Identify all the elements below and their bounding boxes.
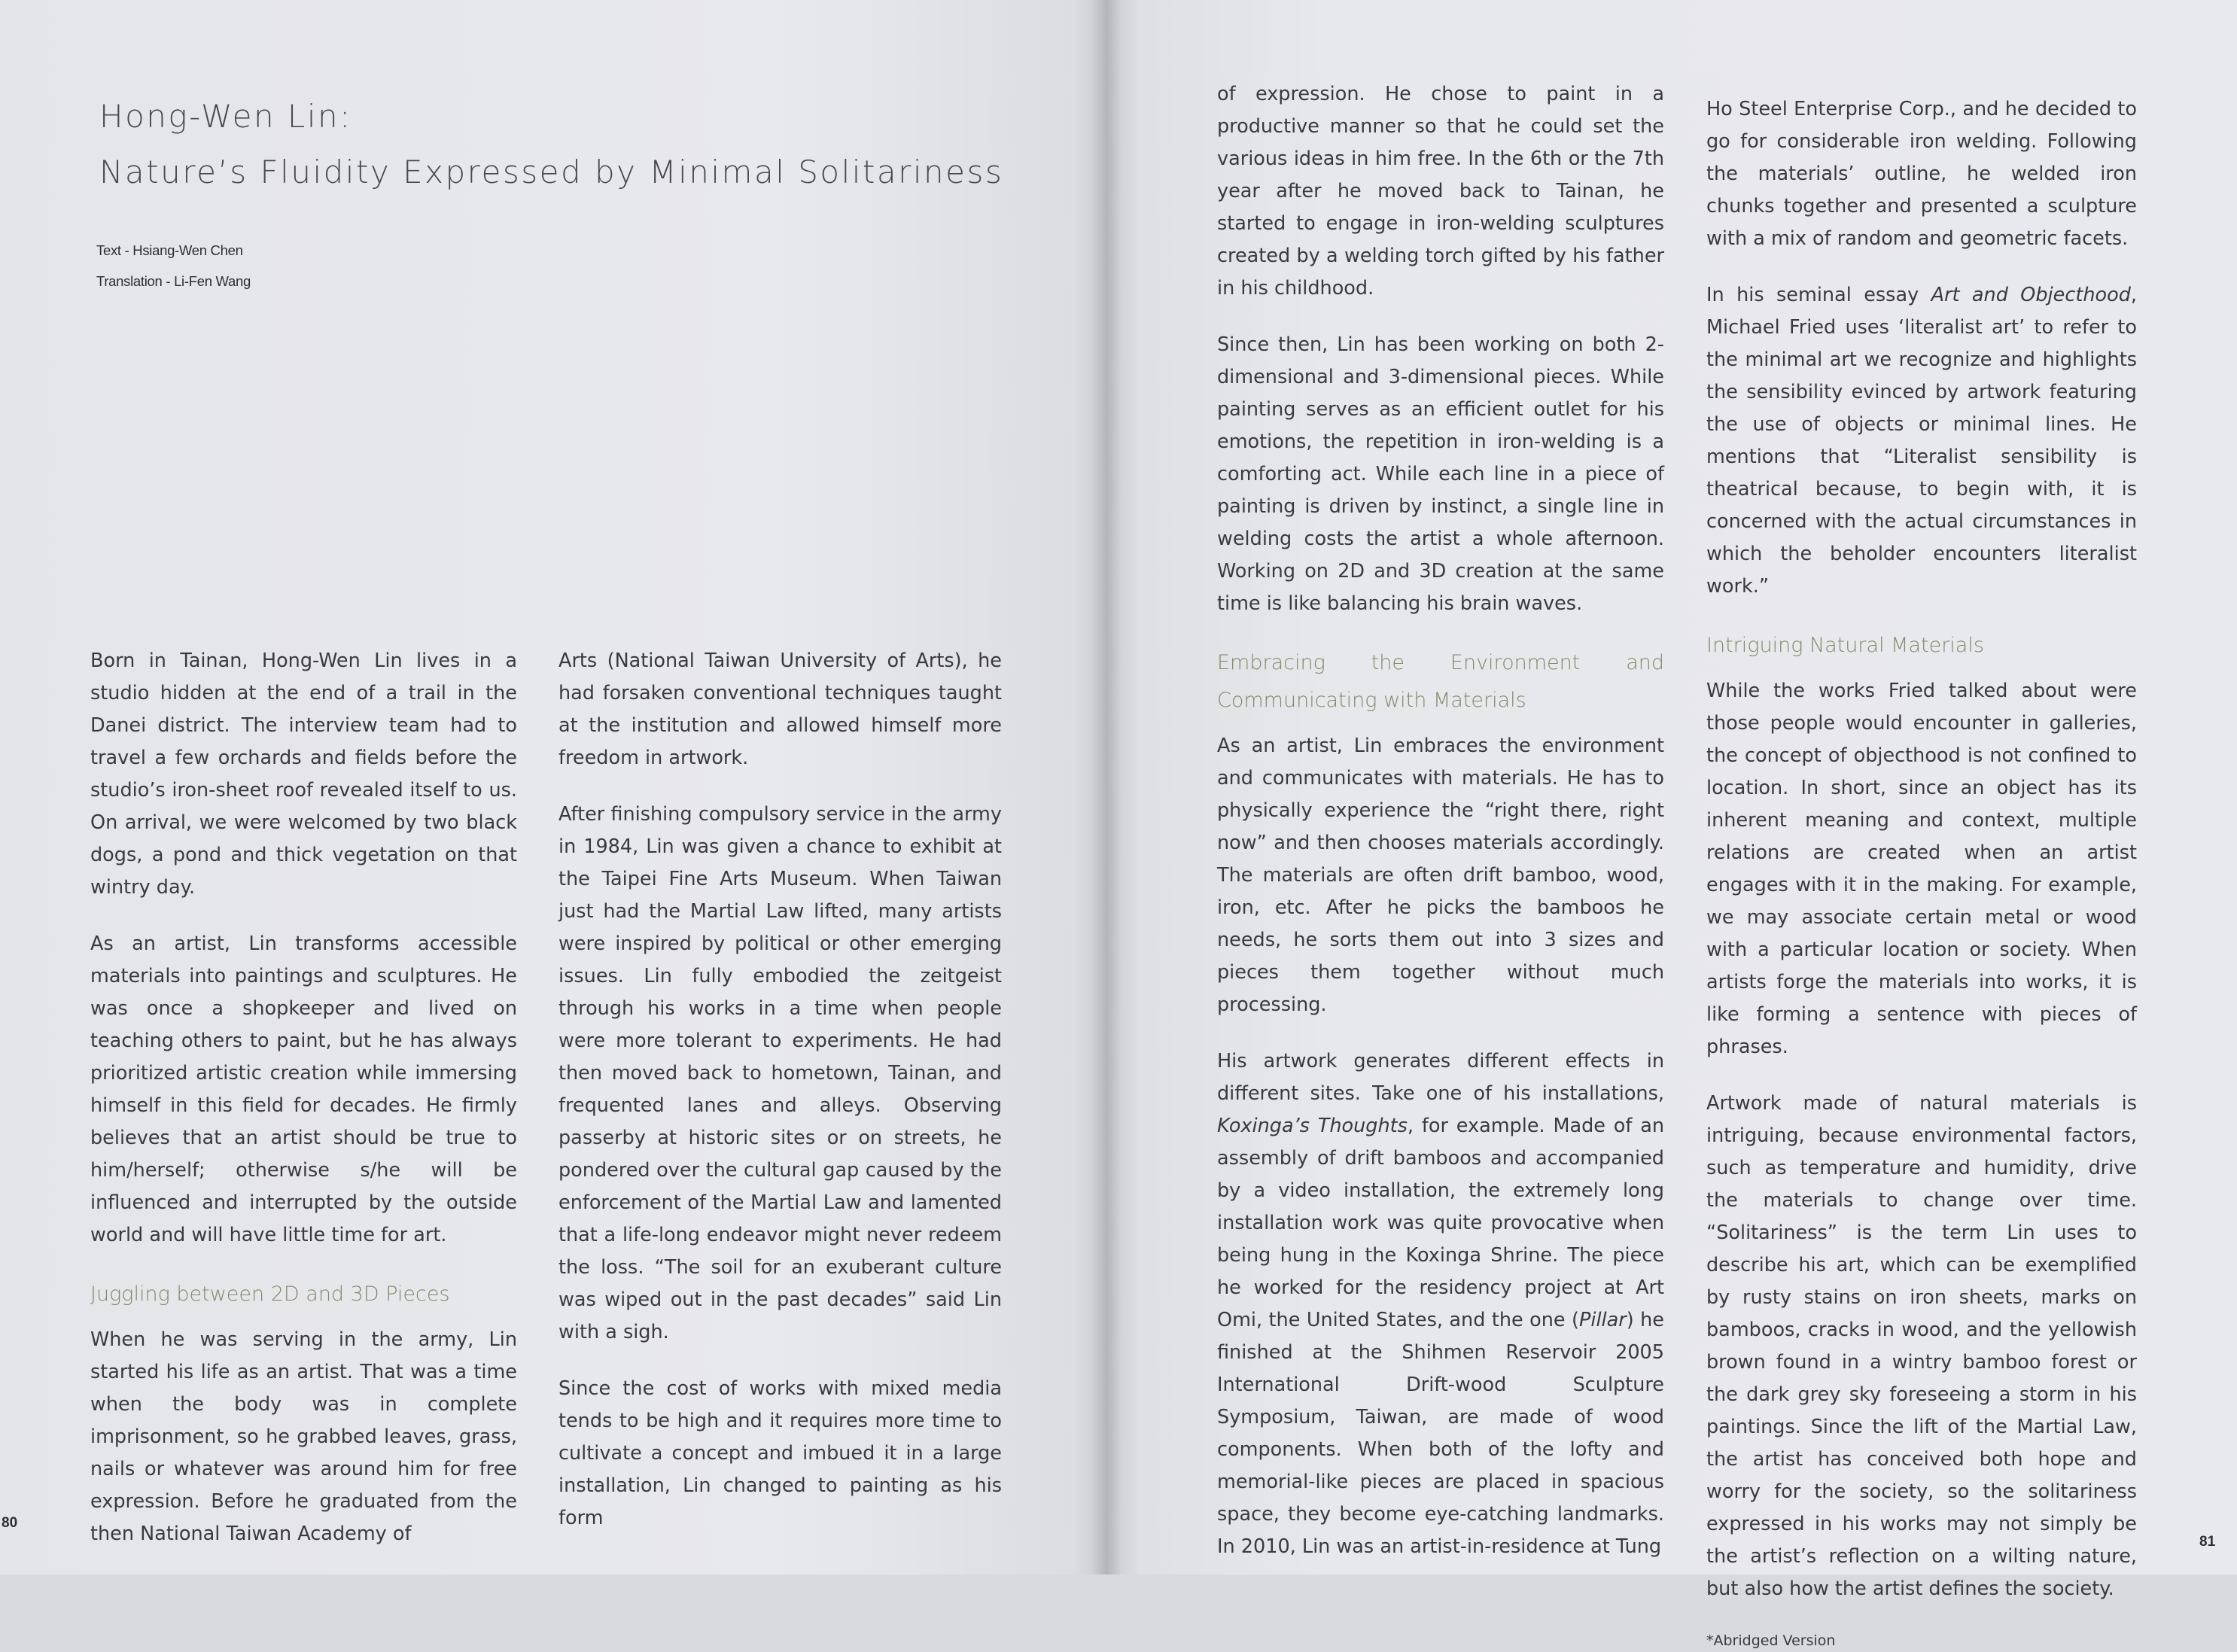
paragraph: As an artist, Lin embraces the environment and communicates with materials. He has to physically experience the “right there, right now” and then chooses materials accordingly. The materials are often drift bamboo, wood, iron, etc. After he picks the bamboos he needs, he sorts them out into 3 sizes and pieces them together without much processing. bbox=[1217, 735, 1664, 1016]
translator-credit: Translation - Li-Fen Wang bbox=[96, 273, 251, 289]
title-line-1: Hong-Wen Lin: bbox=[99, 98, 352, 135]
right-page bbox=[1106, 0, 2237, 1649]
paragraph: While the works Fried talked about were those people would encounter in galleries, the concept of objecthood is not confined to location. In short, since an object has its inherent meaning and context, multiple relations are created when an artist engages with it in the making. For example, we may associate certain metal or wood with a particular location or society. When artists forge the materials into works, it is like forming a sentence with pieces of phrases. bbox=[1706, 680, 2137, 1058]
paragraph: Since the cost of works with mixed media tends to be high and it requires more time to cultivate a concept and imbued it in a large installation, Lin changed to painting as his form bbox=[558, 1377, 1002, 1529]
paragraph: of expression. He chose to paint in a productive manner so that he could set the various ideas in him free. In the 6th or the 7th year after he moved back to Tainan, he started to engage in iron-welding sculptures created by a welding torch gifted by his father in his childhood. bbox=[1217, 83, 1664, 300]
paragraph: When he was serving in the army, Lin started his life as an artist. That was a time when the body was in complete imprisonment, so he grabbed leaves, grass, nails or whatever was around him for free expression. Before he graduated from the then National Taiwan Academy of bbox=[90, 1328, 517, 1545]
paragraph: Artwork made of natural materials is intriguing, because environmental factors, such as temperature and humidity, drive the materials to change over time. “Solitariness” is the term Lin uses to describe his art, which can be exemplified by rusty stains on iron sheets, marks on bamboos, cracks in wood, and the yellowish brown found in a wintry bamboo forest or the dark grey sky foreseeing a storm in his paintings. Since the lift of the Martial Law, the artist has conceived both hope and worry for the society, so the solitariness expressed in his works may not simply be the artist’s reflection on a wilting nature, but also how the artist defines the society. bbox=[1706, 1092, 2137, 1600]
abridged-note: *Abridged Version bbox=[1706, 1632, 1836, 1649]
paragraph: His artwork generates different effects in different sites. Take one of his installations, Koxinga’s Thoughts, for example. Made of an assembly of drift bamboos and accompanied by a video installation, the extremely long installation work was quite provocative when being hung in the Koxinga Shrine. The piece he worked for the residency project at Art Omi, the United States, and the one (Pillar) he finished at the Shihmen Reservoir 2005 International Drift-wood Sculpture Symposium, Taiwan, are made of wood components. When both of the lofty and memorial-like pieces are placed in spacious space, they become eye-catching landmarks. In 2010, Lin was an artist-in-residence at Tung bbox=[1217, 1050, 1664, 1558]
page-number-left: 80 bbox=[2, 1515, 18, 1531]
paragraph: In his seminal essay Art and Objecthood, Michael Fried uses ‘literalist art’ to refer to the minimal art we recognize and highlights the sensibility evinced by artwork featuring the use of objects or minimal lines. He mentions that “Literalist sensibility is theatrical because, to begin with, it is concerned with the actual circumstances in which the beholder encounters literalist work.” bbox=[1706, 284, 2137, 598]
paragraph: Arts (National Taiwan University of Arts), he had forsaken conventional techniques taught at the institution and allowed himself more freedom in artwork. bbox=[558, 650, 1002, 769]
column-4 bbox=[1706, 93, 2137, 1652]
paragraph: Since then, Lin has been working on both 2-dimensional and 3-dimensional pieces. While painting serves as an efficient outlet for his emotions, the repetition in iron-welding is a comforting act. While each line in a piece of painting is driven by instinct, a single line in welding costs the artist a whole afternoon. Working on 2D and 3D creation at the same time is like balancing his brain waves. bbox=[1217, 333, 1664, 615]
column-3 bbox=[1217, 78, 1664, 1587]
page-number-right: 81 bbox=[2199, 1534, 2216, 1550]
paragraph: Ho Steel Enterprise Corp., and he decided to go for considerable iron welding. Following the materials’ outline, he welded iron chunks together and presented a sculpture with a mix of random and geometric facets. bbox=[1706, 98, 2137, 250]
column-1 bbox=[90, 645, 517, 1574]
spine-gutter bbox=[1091, 0, 1122, 1574]
section-heading: Embracing the Environment and Communicating with Materials bbox=[1217, 651, 1664, 712]
author-credit: Text - Hsiang-Wen Chen bbox=[96, 242, 243, 258]
section-heading: Intriguing Natural Materials bbox=[1706, 634, 1984, 657]
artwork-title: Pillar bbox=[1579, 1309, 1627, 1331]
article-title bbox=[99, 89, 1033, 200]
paragraph: After finishing compulsory service in the army in 1984, Lin was given a chance to exhibit at the Taipei Fine Arts Museum. When Taiwan just had the Martial Law lifted, many artists were inspired by political or other emerging issues. Lin fully embodied the zeitgeist through his works in a time when people were more tolerant to experiments. He had then moved back to hometown, Tainan, and frequented lanes and alleys. Observing passerby at historic sites or on streets, he pondered over the cultural gap caused by the enforcement of the Martial Law and lamented that a life-long endeavor might never redeem the loss. “The soil for an exuberant culture was wiped out in the past decades” said Lin with a sigh. bbox=[558, 803, 1002, 1343]
paragraph: Born in Tainan, Hong-Wen Lin lives in a studio hidden at the end of a trail in the Danei district. The interview team had to travel a few orchards and fields before the studio’s iron-sheet roof revealed itself to us. On arrival, we were welcomed by two black dogs, a pond and thick vegetation on that wintry day. bbox=[90, 650, 517, 899]
title-line-2: Nature’s Fluidity Expressed by Minimal Solitariness bbox=[99, 154, 1004, 190]
column-2 bbox=[558, 645, 1002, 1559]
essay-title: Art and Objecthood bbox=[1931, 284, 2131, 306]
left-page bbox=[0, 0, 1106, 1574]
section-heading: Juggling between 2D and 3D Pieces bbox=[90, 1282, 450, 1306]
artwork-title: Koxinga’s Thoughts bbox=[1217, 1115, 1408, 1137]
paragraph: As an artist, Lin transforms accessible materials into paintings and sculptures. He was once a shopkeeper and lived on teaching others to paint, but he has always prioritized artistic creation while immersing himself in this field for decades. He firmly believes that an artist should be true to him/herself; otherwise s/he will be influenced and interrupted by the outside world and will have little time for art. bbox=[90, 932, 517, 1246]
